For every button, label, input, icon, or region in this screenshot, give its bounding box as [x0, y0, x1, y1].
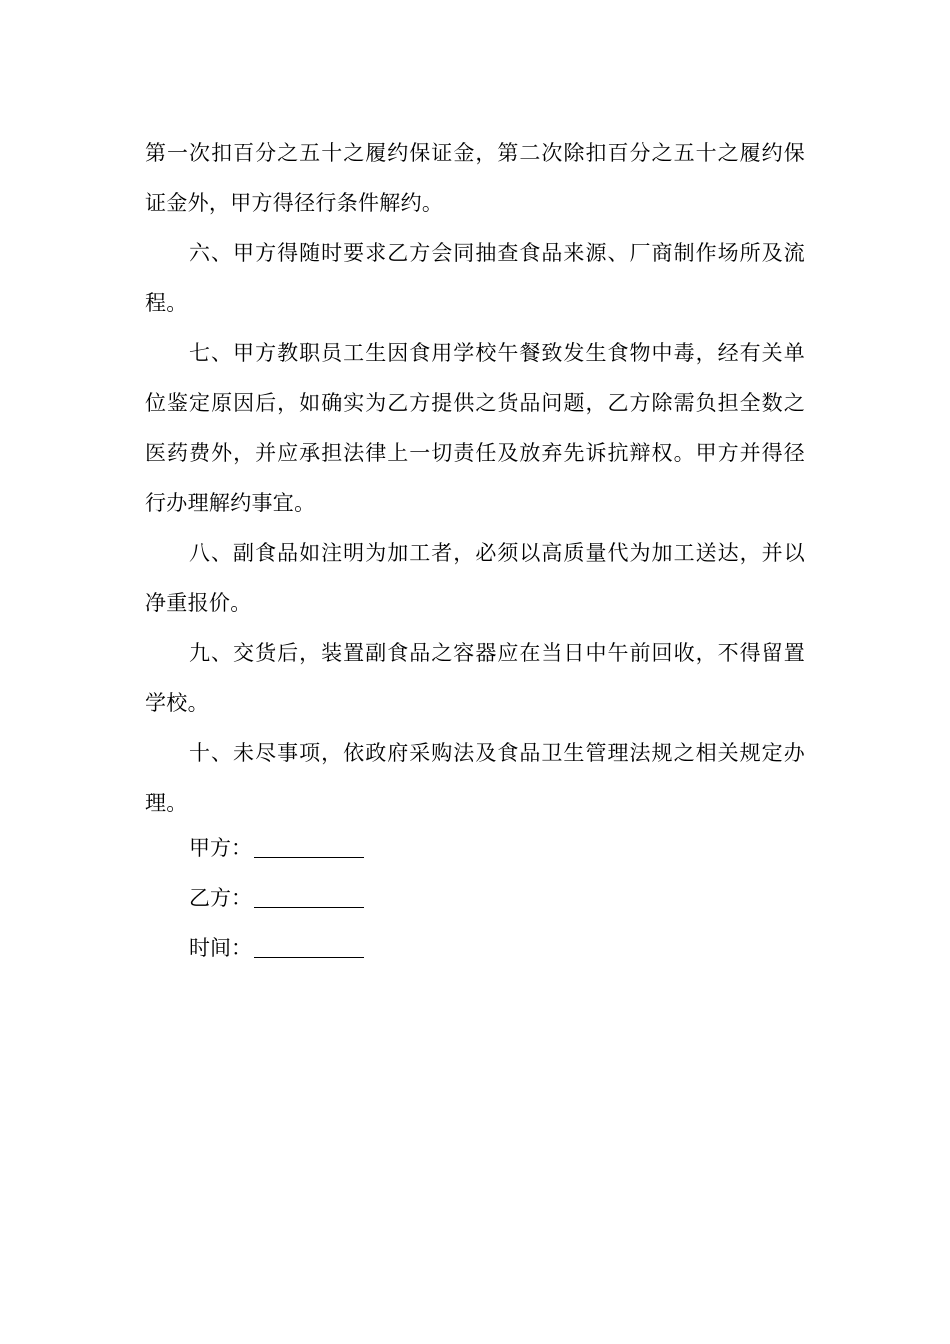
- signature-row-party-a: [189, 823, 364, 873]
- signature-row-date: [189, 923, 364, 973]
- party-a-label: 甲方：: [189, 836, 252, 860]
- party-b-signature-line[interactable]: [254, 907, 364, 908]
- document-body: [145, 128, 805, 828]
- date-signature-line[interactable]: [254, 957, 364, 958]
- paragraph-clause-10: 十、未尽事项，依政府采购法及食品卫生管理法规之相关规定办理。: [145, 741, 805, 815]
- paragraph-clause-7: 七、甲方教职员工生因食用学校午餐致发生食物中毒，经有关单位鉴定原因后，如确实为乙方提供之货品问题，乙方除需负担全数之医药费外，并应承担法律上一切责任及放弃先诉抗辩权。甲方并得径行办理解约事宜。: [145, 341, 805, 515]
- paragraph-clause-8: 八、副食品如注明为加工者，必须以高质量代为加工送达，并以净重报价。: [145, 541, 805, 615]
- date-label: 时间：: [189, 936, 252, 960]
- signature-row-party-b: [189, 873, 364, 923]
- signature-block: [189, 823, 364, 973]
- party-a-signature-line[interactable]: [254, 857, 364, 858]
- paragraph-clause-9: 九、交货后，装置副食品之容器应在当日中午前回收，不得留置学校。: [145, 641, 805, 715]
- party-b-label: 乙方：: [189, 886, 252, 910]
- paragraph-continuation: 第一次扣百分之五十之履约保证金，第二次除扣百分之五十之履约保证金外，甲方得径行条件解约。: [145, 141, 805, 215]
- paragraph-clause-6: 六、甲方得随时要求乙方会同抽查食品来源、厂商制作场所及流程。: [145, 241, 805, 315]
